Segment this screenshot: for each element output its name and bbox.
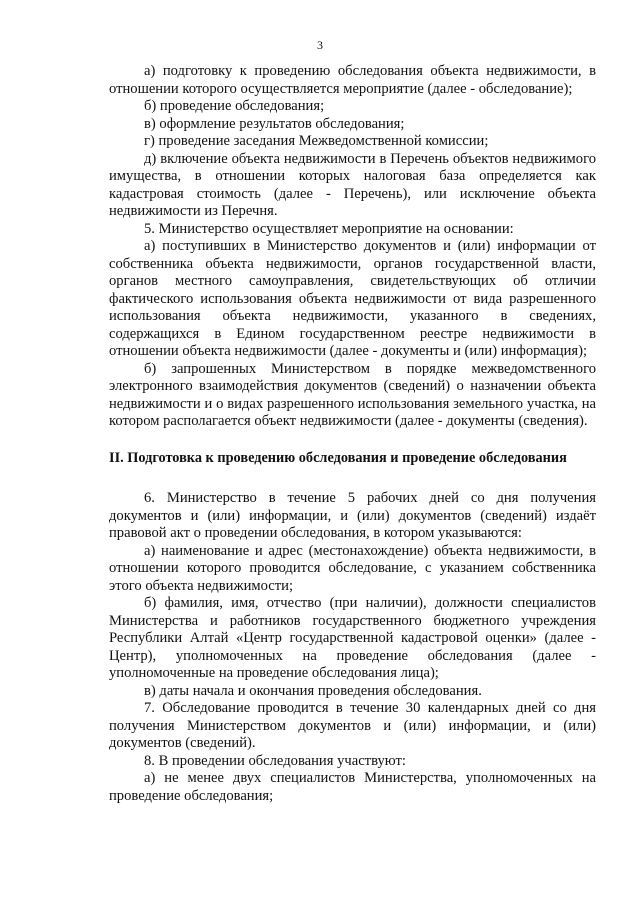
paragraph-5a: а) поступивших в Министерство документов и (или) информации от собственника объекта недвижимости, органов государственной власти, органов местного самоуправления, свидетельствующих об отличии фактического использования объекта недвижимости от вида разрешенного использования объекта недвижимости, указанного в сведениях, содержащихся в Едином государственном реестре недвижимости в отношении объекта недвижимости (далее - документы и (или) информация); bbox=[109, 238, 596, 359]
paragraph-6: 6. Министерство в течение 5 рабочих дней со дня получения документов и (или) информации, и (или) документов (сведений) издаёт правовой акт о проведении обследования, в котором указываются: bbox=[109, 490, 596, 541]
paragraph-8a: а) не менее двух специалистов Министерства, уполномоченных на проведение обследования; bbox=[109, 770, 596, 804]
paragraph-4b: б) проведение обследования; bbox=[144, 98, 325, 114]
page-number: 3 bbox=[317, 38, 323, 52]
section-heading: II. Подготовка к проведению обследования и проведение обследования bbox=[109, 449, 567, 466]
paragraph-4a: а) подготовку к проведению обследования объекта недвижимости, в отношении которого осуществляется мероприятие (далее - обследование); bbox=[109, 63, 596, 97]
paragraph-6v: в) даты начала и окончания проведения обследования. bbox=[144, 682, 482, 699]
paragraph-4d: д) включение объекта недвижимости в Перечень объектов недвижимого имущества, в отношении которых налоговая база определяется как кадастровая стоимость (далее - Перечень), или исключение объекта недвижимости из Перечня. bbox=[109, 150, 596, 219]
paragraph-7: 7. Обследование проводится в течение 30 календарных дней со дня получения Министерством документов и (или) информации, и (или) документов (сведений). bbox=[109, 700, 596, 751]
paragraph-6a: а) наименование и адрес (местонахождение) объекта недвижимости, в отношении которого проводится обследование, с указанием собственника этого объекта недвижимости; bbox=[109, 542, 596, 594]
document-body bbox=[109, 63, 596, 805]
paragraph-6b: б) фамилия, имя, отчество (при наличии), должности специалистов Министерства и работников государственного бюджетного учреждения Республики Алтай «Центр государственной кадастровой оценки» (далее - Центр), уполномоченных на проведение обследования (далее - уполномоченные на проведение обследования лица); bbox=[109, 595, 596, 681]
paragraph-4g: г) проведение заседания Межведомственной комиссии; bbox=[144, 133, 489, 149]
paragraph-4v: в) оформление результатов обследования; bbox=[144, 115, 405, 132]
paragraph-5b: б) запрошенных Министерством в порядке межведомственного электронного взаимодействия документов (сведений) о назначении объекта недвижимости и о видах разрешенного использования земельного участка, на котором располагается объект недвижимости (далее - документы (сведения). bbox=[109, 360, 596, 429]
paragraph-5: 5. Министерство осуществляет мероприятие на основании: bbox=[144, 220, 514, 237]
paragraph-8: 8. В проведении обследования участвуют: bbox=[144, 752, 406, 769]
